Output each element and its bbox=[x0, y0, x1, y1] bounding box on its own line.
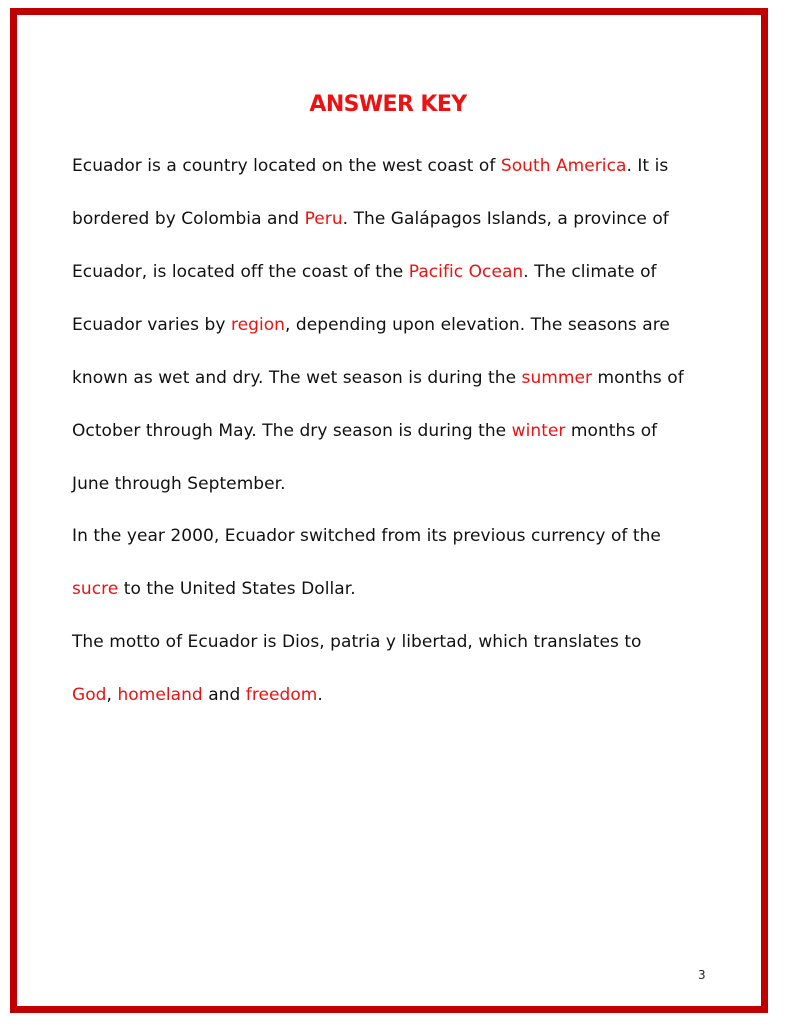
text-segment: Ecuador is a country located on the west coast of bbox=[72, 156, 501, 176]
text-line-1 bbox=[72, 156, 668, 176]
text-segment: , depending upon elevation. The seasons are bbox=[285, 315, 670, 335]
text-segment: months of bbox=[565, 421, 658, 441]
text-line-10 bbox=[72, 632, 642, 652]
text-line-4 bbox=[72, 315, 670, 335]
text-segment: June through September. bbox=[72, 474, 286, 494]
text-line-11 bbox=[72, 685, 323, 705]
text-segment: . It is bbox=[626, 156, 669, 176]
answer-winter: winter bbox=[511, 421, 566, 441]
page-number: 3 bbox=[698, 968, 706, 982]
text-segment: Ecuador, is located off the coast of the bbox=[72, 262, 409, 282]
text-segment: months of bbox=[592, 368, 684, 388]
text-segment: . The Galápagos Islands, a province of bbox=[342, 209, 669, 229]
text-segment: known as wet and dry. The wet season is during the bbox=[72, 368, 522, 388]
text-segment: Ecuador varies by bbox=[72, 315, 231, 335]
text-segment: October through May. The dry season is during the bbox=[72, 421, 512, 441]
answer-region: region bbox=[230, 315, 286, 335]
text-segment: and bbox=[202, 685, 246, 705]
text-line-6 bbox=[72, 421, 657, 441]
answer-south-america: South America bbox=[500, 156, 627, 176]
text-segment: The motto of Ecuador is Dios, patria y libertad, which translates to bbox=[72, 632, 642, 652]
text-line-2 bbox=[72, 209, 669, 229]
text-segment: bordered by Colombia and bbox=[72, 209, 305, 229]
text-line-8 bbox=[72, 526, 661, 546]
answer-god: God bbox=[72, 685, 107, 705]
answer-freedom: freedom bbox=[245, 685, 318, 705]
page-title: ANSWER KEY bbox=[309, 92, 467, 117]
text-line-5 bbox=[72, 368, 684, 388]
answer-homeland: homeland bbox=[117, 685, 203, 705]
answer-peru: Peru bbox=[304, 209, 343, 229]
text-line-9 bbox=[72, 579, 356, 599]
text-segment: to the United States Dollar. bbox=[118, 579, 356, 599]
text-segment: . The climate of bbox=[523, 262, 657, 282]
answer-sucre: sucre bbox=[72, 579, 119, 599]
answer-pacific-ocean: Pacific Ocean bbox=[408, 262, 524, 282]
text-segment: In the year 2000, Ecuador switched from its previous currency of the bbox=[72, 526, 661, 546]
text-line-3 bbox=[72, 262, 657, 282]
text-segment: , bbox=[106, 685, 118, 705]
text-line-7 bbox=[72, 474, 286, 494]
answer-summer: summer bbox=[521, 368, 593, 388]
text-segment: . bbox=[317, 685, 323, 705]
